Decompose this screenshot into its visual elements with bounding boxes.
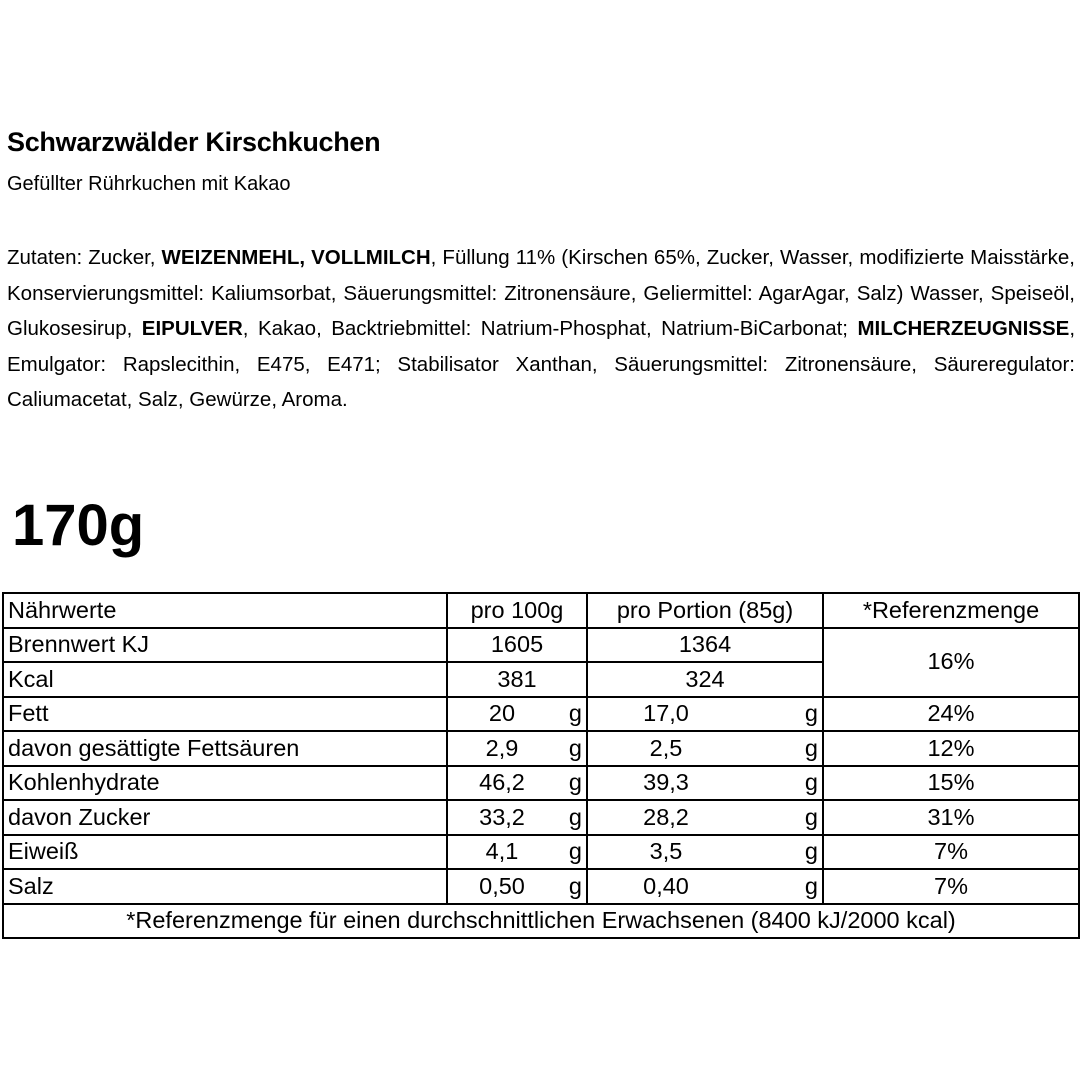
nutrient-per-portion bbox=[587, 869, 823, 904]
table-row bbox=[3, 731, 1079, 766]
nutrient-per-100g bbox=[447, 869, 587, 904]
nutrient-label: Kohlenhydrate bbox=[3, 766, 447, 801]
product-title: Schwarzwälder Kirschkuchen bbox=[7, 127, 381, 157]
nutrient-per-portion bbox=[587, 697, 823, 732]
nutrient-ri: 7% bbox=[823, 835, 1079, 870]
nutrient-ri: 7% bbox=[823, 869, 1079, 904]
nutrient-per-100g bbox=[447, 731, 587, 766]
header-per-portion: pro Portion (85g) bbox=[587, 593, 823, 628]
nutrient-label: davon Zucker bbox=[3, 800, 447, 835]
unit: g bbox=[804, 838, 818, 864]
table-row bbox=[3, 800, 1079, 835]
unit: g bbox=[568, 769, 582, 795]
table-header-row bbox=[3, 593, 1079, 628]
ingredients-segment: , Emulgator: Rapslecithin, E475, E471; Stabilisator Xanthan, Säuerungsmittel: Zitronensäure, Säureregulator: Caliumacetat, Salz, Gewürze, Aroma. bbox=[7, 317, 1076, 411]
value: 20 bbox=[488, 700, 516, 726]
ingredients-segment: Zutaten: Zucker, bbox=[7, 246, 162, 269]
net-weight: 170g bbox=[12, 493, 145, 558]
table-row bbox=[3, 869, 1079, 904]
nutrient-label: davon gesättigte Fettsäuren bbox=[3, 731, 447, 766]
unit: g bbox=[804, 872, 818, 899]
energy-kcal-portion: 324 bbox=[587, 662, 823, 697]
nutrient-label: Eiweiß bbox=[3, 835, 447, 870]
unit: g bbox=[804, 734, 818, 761]
ingredients-text bbox=[7, 240, 1075, 418]
energy-ri: 16% bbox=[823, 628, 1079, 697]
ingredients-allergen: WEIZENMEHL, VOLLMILCH bbox=[161, 246, 431, 269]
header-naehrwerte: Nährwerte bbox=[3, 593, 447, 628]
header-reference: *Referenzmenge bbox=[823, 593, 1079, 628]
nutrient-per-portion bbox=[587, 766, 823, 801]
energy-kcal-100g: 381 bbox=[447, 662, 587, 697]
value: 46,2 bbox=[479, 769, 525, 795]
nutrient-label: Fett bbox=[3, 697, 447, 732]
value: 2,5 bbox=[649, 734, 683, 761]
table-row bbox=[3, 628, 1079, 663]
nutrient-per-100g bbox=[447, 697, 587, 732]
reference-footnote: *Referenzmenge für einen durchschnittlichen Erwachsenen (8400 kJ/2000 kcal) bbox=[3, 904, 1079, 939]
value: 4,1 bbox=[485, 838, 519, 864]
energy-kj-100g: 1605 bbox=[447, 628, 587, 663]
unit: g bbox=[568, 734, 582, 761]
unit: g bbox=[804, 700, 818, 726]
ingredients-segment: , Füllung 11% (Kirschen 65%, Zucker, Wasser, modifizierte Maisstärke, Konservierungsmittel: Kaliumsorbat, Säuerungsmittel: Zitronensäure, Geliermittel: AgarAgar, Salz) Wasser, Speiseöl, Glukosesirup, bbox=[7, 246, 1075, 340]
unit: g bbox=[804, 769, 818, 795]
product-subtitle: Gefüllter Rührkuchen mit Kakao bbox=[7, 173, 291, 195]
nutrient-ri: 12% bbox=[823, 731, 1079, 766]
ingredients-segment: , Kakao, Backtriebmittel: Natrium-Phosphat, Natrium-BiCarbonat; bbox=[242, 317, 858, 340]
unit: g bbox=[568, 803, 582, 830]
value: 39,3 bbox=[643, 769, 689, 795]
ingredients-allergen: MILCHERZEUGNISSE bbox=[857, 317, 1070, 340]
value: 28,2 bbox=[643, 803, 689, 830]
nutrient-label: Salz bbox=[3, 869, 447, 904]
nutrient-ri: 15% bbox=[823, 766, 1079, 801]
value: 33,2 bbox=[479, 803, 525, 830]
unit: g bbox=[568, 872, 582, 899]
value: 17,0 bbox=[643, 700, 689, 726]
value: 2,9 bbox=[485, 734, 519, 761]
nutrient-per-portion bbox=[587, 731, 823, 766]
nutrient-per-100g bbox=[447, 800, 587, 835]
table-row bbox=[3, 697, 1079, 732]
header-per-100g: pro 100g bbox=[447, 593, 587, 628]
unit: g bbox=[804, 803, 818, 830]
nutrition-table bbox=[2, 592, 1080, 939]
unit: g bbox=[568, 838, 582, 864]
footnote-row bbox=[3, 904, 1079, 939]
value: 0,40 bbox=[643, 872, 689, 899]
nutrient-ri: 31% bbox=[823, 800, 1079, 835]
nutrient-per-100g bbox=[447, 835, 587, 870]
energy-kj-label: Brennwert KJ bbox=[3, 628, 447, 663]
energy-kj-portion: 1364 bbox=[587, 628, 823, 663]
nutrient-per-portion bbox=[587, 835, 823, 870]
table-row bbox=[3, 766, 1079, 801]
nutrient-per-portion bbox=[587, 800, 823, 835]
ingredients-allergen: EIPULVER bbox=[141, 317, 243, 340]
unit: g bbox=[568, 700, 582, 726]
value: 3,5 bbox=[649, 838, 683, 864]
nutrient-per-100g bbox=[447, 766, 587, 801]
energy-kcal-label: Kcal bbox=[3, 662, 447, 697]
nutrient-ri: 24% bbox=[823, 697, 1079, 732]
value: 0,50 bbox=[479, 872, 525, 899]
table-row bbox=[3, 835, 1079, 870]
